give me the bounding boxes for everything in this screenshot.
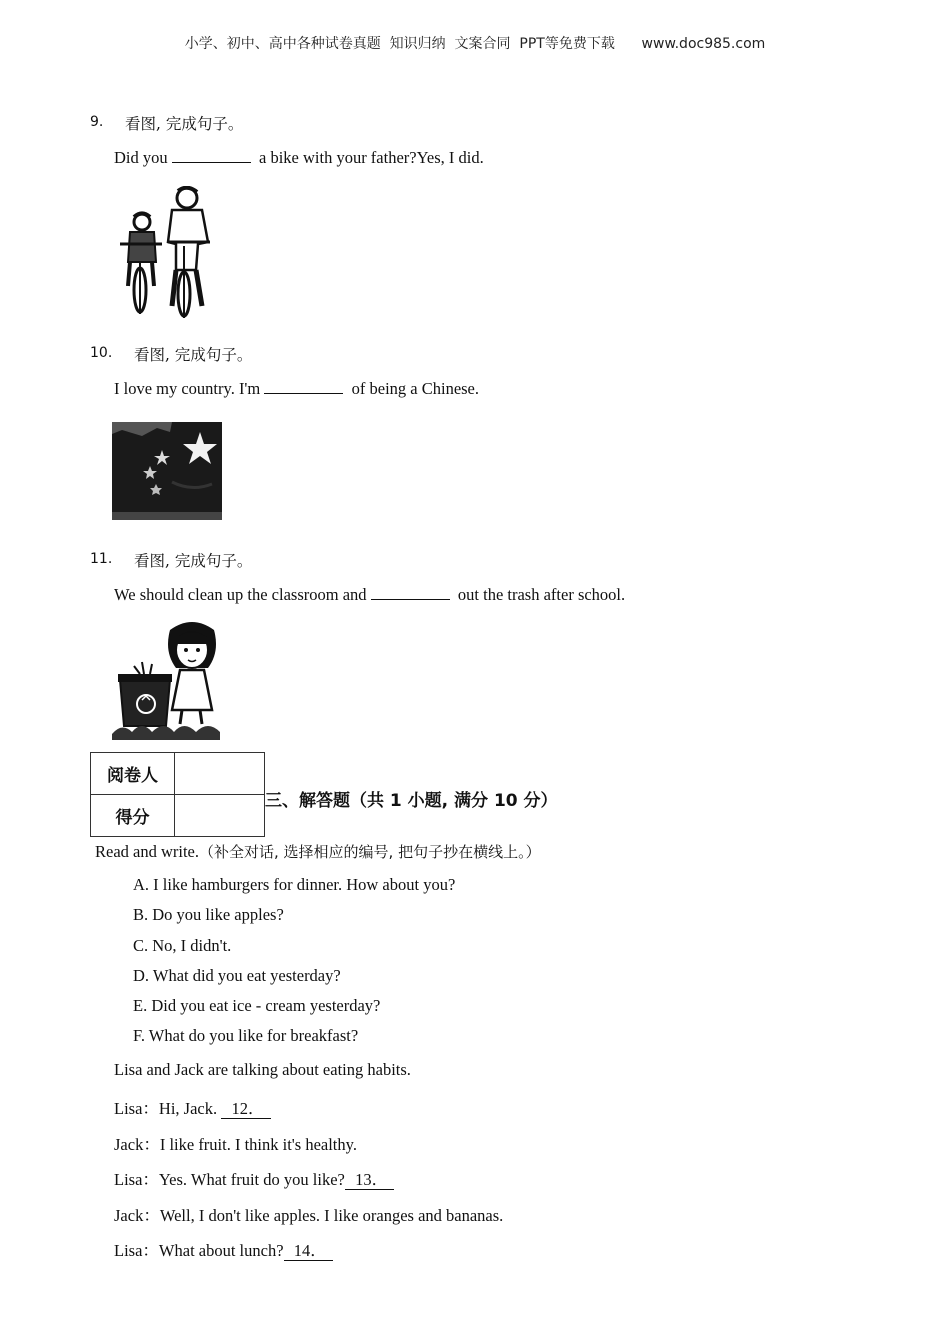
option-f: F. What do you like for breakfast?: [133, 1026, 359, 1045]
speaker: Jack：: [114, 1135, 160, 1154]
dialogue-text: Well, I don't like apples. I like oranges and bananas.: [159, 1206, 504, 1225]
dialogue-line: [114, 1237, 333, 1261]
option-c: C. No, I didn't.: [133, 936, 232, 955]
people-riding-bikes-image: [112, 186, 220, 320]
option-d: D. What did you eat yesterday?: [133, 966, 341, 985]
sentence-after: of being a Chinese.: [343, 379, 480, 398]
section-intro: [95, 841, 541, 862]
dialogue-text: I like fruit. I think it's healthy.: [159, 1135, 357, 1154]
answer-blank-12[interactable]: [221, 1099, 270, 1119]
score-table: [90, 752, 265, 837]
question-number: 9.: [90, 114, 104, 130]
option-b: B. Do you like apples?: [133, 905, 284, 924]
answer-blank-13[interactable]: [345, 1170, 394, 1190]
question-sentence: [114, 584, 625, 605]
question-number: 11.: [90, 551, 113, 567]
dialogue-line: [114, 1202, 503, 1226]
intro-cn: （补全对话, 选择相应的编号, 把句子抄在横线上。）: [199, 843, 541, 861]
speaker: Lisa：: [114, 1241, 159, 1260]
dialogue-line: [114, 1131, 357, 1155]
blank-number: 12．: [231, 1099, 265, 1118]
chinese-flag-image: [112, 422, 222, 520]
reviewer-cell[interactable]: [175, 753, 265, 795]
blank-number: 13．: [355, 1170, 389, 1189]
score-label: 得分: [91, 795, 175, 837]
blank-number: 14．: [293, 1241, 327, 1260]
question-number: 10.: [90, 345, 113, 361]
dialogue-line: [114, 1095, 271, 1119]
speaker: Lisa：: [114, 1099, 159, 1118]
sentence-before: Did you: [114, 148, 172, 167]
sentence-after: out the trash after school.: [449, 585, 626, 604]
answer-blank-14[interactable]: [284, 1241, 333, 1261]
option-e: E. Did you eat ice - cream yesterday?: [133, 996, 381, 1015]
question-instruction: 看图, 完成句子。: [134, 552, 253, 570]
answer-blank[interactable]: [371, 584, 450, 600]
dialogue-text: What about lunch?: [158, 1241, 284, 1260]
dialogue-text: Hi, Jack.: [158, 1099, 222, 1118]
question-sentence: [114, 147, 484, 168]
question-instruction: 看图, 完成句子。: [125, 115, 244, 133]
sentence-before: We should clean up the classroom and: [114, 585, 371, 604]
girl-with-recycling-bin-image: [112, 616, 224, 740]
dialogue-text: Yes. What fruit do you like?: [158, 1170, 345, 1189]
sentence-before: I love my country. I'm: [114, 379, 265, 398]
dialogue-line: [114, 1166, 394, 1190]
answer-blank[interactable]: [264, 378, 343, 394]
question-sentence: [114, 378, 479, 399]
speaker: Lisa：: [114, 1170, 159, 1189]
option-a: A. I like hamburgers for dinner. How about you?: [133, 875, 456, 894]
reviewer-label: 阅卷人: [91, 753, 175, 795]
dialogue-intro: Lisa and Jack are talking about eating habits.: [114, 1060, 411, 1079]
answer-blank[interactable]: [172, 147, 251, 163]
intro-en: Read and write.: [95, 842, 200, 861]
question-instruction: 看图, 完成句子。: [134, 346, 253, 364]
page-header: 小学、初中、高中各种试卷真题 知识归纳 文案合同 PPT等免费下载 www.doc985.com: [184, 36, 766, 52]
score-cell[interactable]: [175, 795, 265, 837]
section-title: 三、解答题（共 1 小题, 满分 10 分）: [265, 791, 558, 811]
speaker: Jack：: [114, 1206, 160, 1225]
sentence-after: a bike with your father?Yes, I did.: [250, 148, 484, 167]
